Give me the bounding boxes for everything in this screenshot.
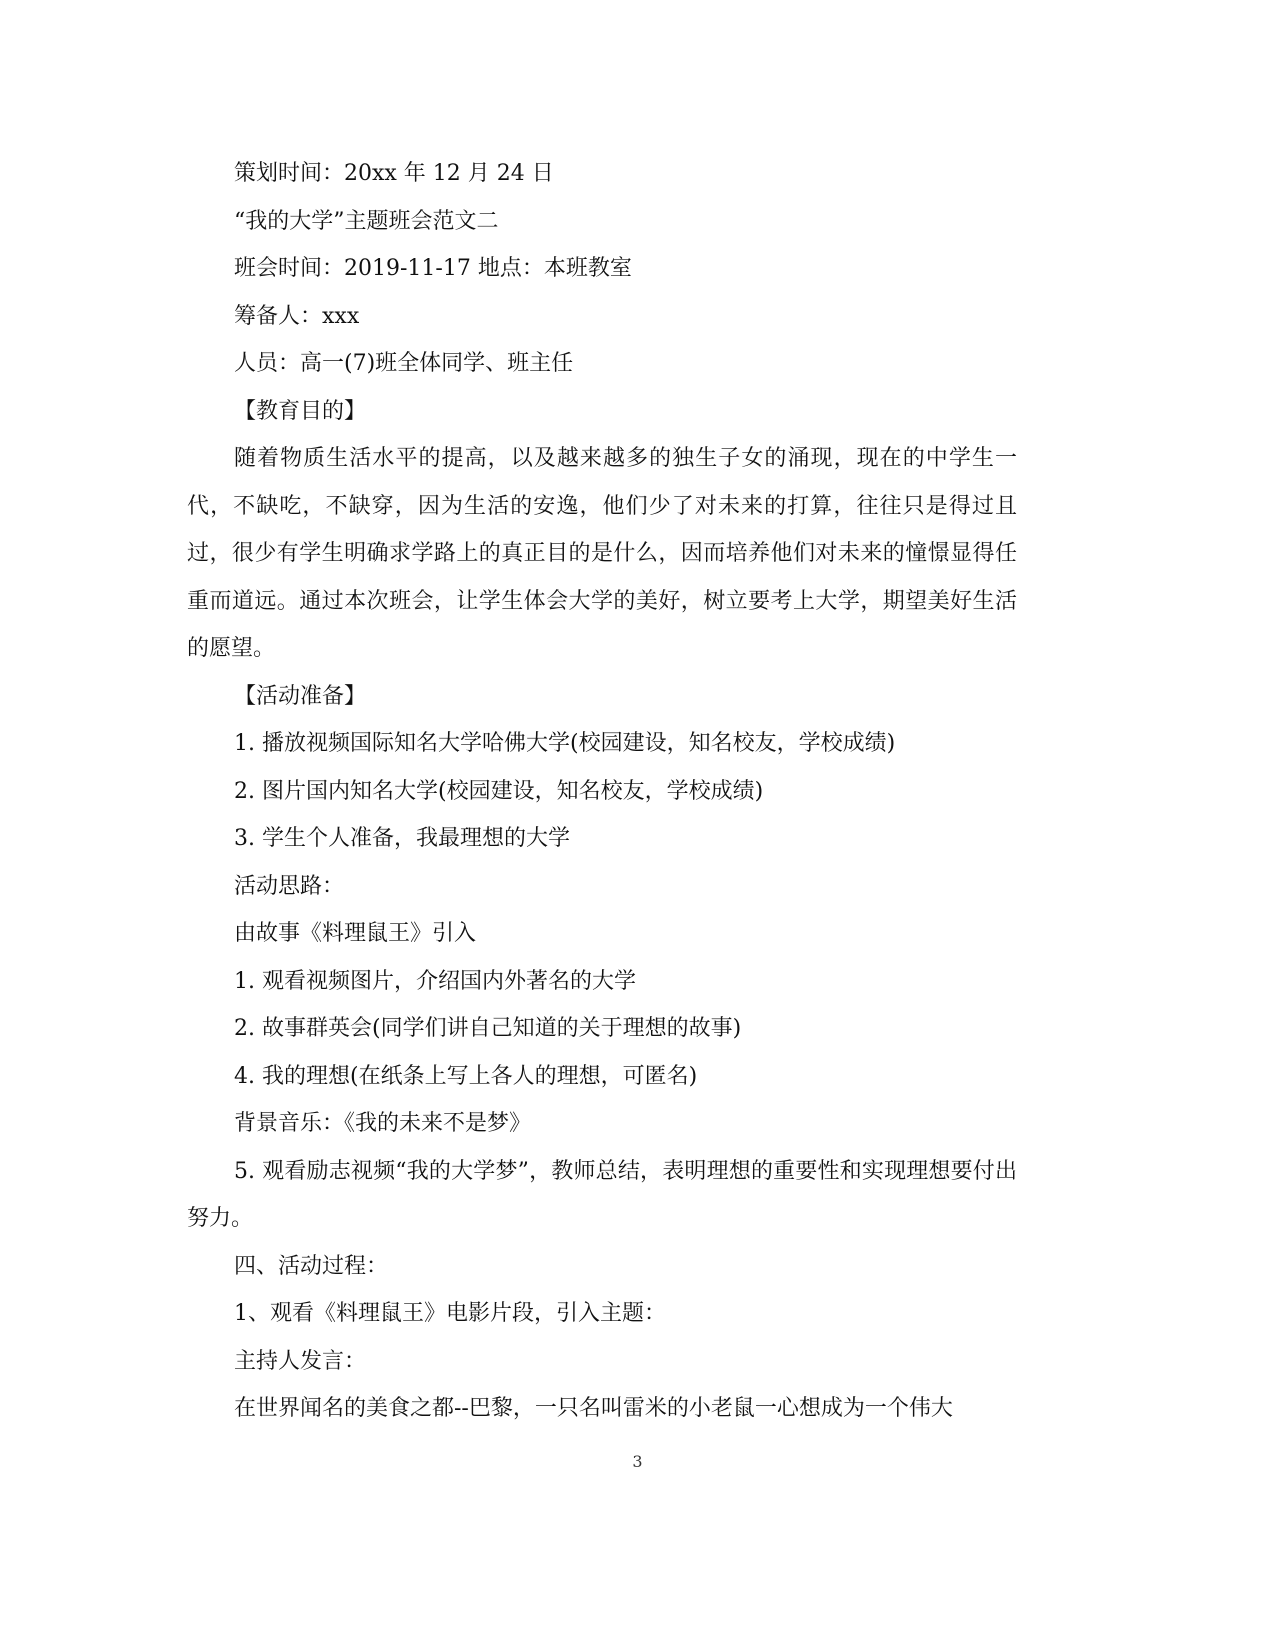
preparation-item-3: 3. 学生个人准备，我最理想的大学 (234, 826, 570, 851)
meeting-time-place: 班会时间：2019-11-17 地点：本班教室 (234, 256, 632, 281)
heading-education-purpose: 【教育目的】 (234, 398, 367, 424)
host-speech-label: 主持人发言： (234, 1348, 367, 1374)
idea-item-5: 5. 观看励志视频“我的大学梦”，教师总结，表明理想的重要性和实现理想要付出努力。 (187, 1158, 1017, 1231)
heading-activity-preparation: 【活动准备】 (234, 683, 367, 709)
story-introduction: 由故事《料理鼠王》引入 (234, 921, 477, 946)
document-body (187, 150, 1017, 1433)
process-step-1: 1、观看《料理鼠王》电影片段，引入主题： (234, 1301, 666, 1326)
education-purpose-paragraph: 随着物质生活水平的提高，以及越来越多的独生子女的涌现，现在的中学生一代，不缺吃，不缺穿，因为生活的安逸，他们少了对未来的打算，往往只是得过且过，很少有学生明确求学路上的真正目的是什么，因而培养他们对未来的憧憬显得任重而道远。通过本次班会，让学生体会大学的美好，树立要考上大学，期望美好生活的愿望。 (187, 446, 1017, 661)
background-music: 背景音乐：《我的未来不是梦》 (234, 1111, 532, 1136)
activity-idea-label: 活动思路： (234, 873, 345, 899)
planning-time: 策划时间：20xx 年 12 月 24 日 (234, 161, 554, 186)
idea-item-1: 1. 观看视频图片，介绍国内外著名的大学 (234, 968, 636, 994)
idea-item-4: 4. 我的理想(在纸条上写上各人的理想，可匿名) (234, 1063, 698, 1089)
organizer: 筹备人：xxx (234, 303, 360, 329)
heading-activity-process: 四、活动过程： (234, 1253, 389, 1279)
section-title: “我的大学”主题班会范文二 (234, 208, 499, 234)
idea-item-2: 2. 故事群英会(同学们讲自己知道的关于理想的故事) (234, 1016, 742, 1041)
preparation-item-2: 2. 图片国内知名大学(校园建设，知名校友，学校成绩) (234, 778, 764, 804)
page-number: 3 (632, 1452, 643, 1471)
host-speech-text: 在世界闻名的美食之都--巴黎，一只名叫雷米的小老鼠一心想成为一个伟大 (234, 1396, 953, 1421)
participants: 人员：高一(7)班全体同学、班主任 (234, 351, 574, 376)
preparation-item-1: 1. 播放视频国际知名大学哈佛大学(校园建设，知名校友，学校成绩) (234, 731, 896, 756)
